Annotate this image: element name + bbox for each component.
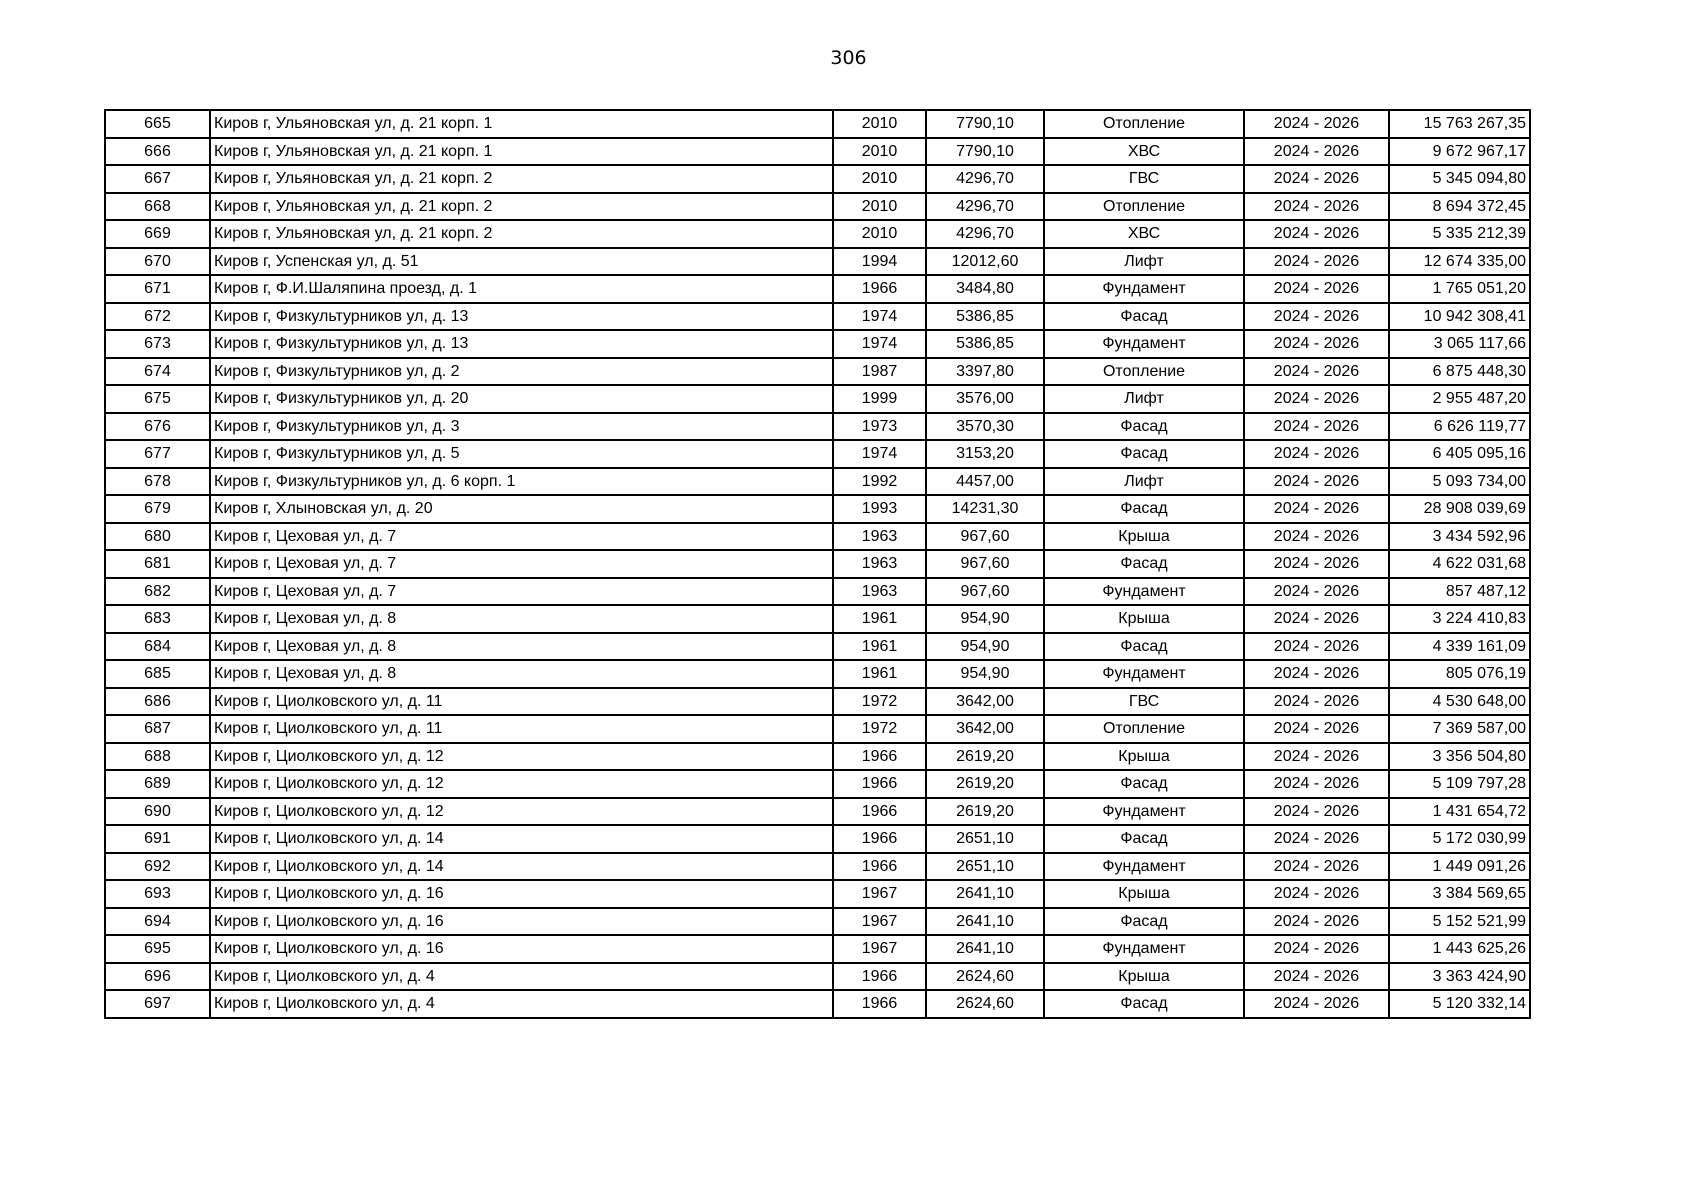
- row-number-cell: 678: [105, 468, 210, 496]
- build-year-cell: 1966: [833, 743, 926, 771]
- cost-cell: 6 875 448,30: [1389, 358, 1530, 386]
- table-row: [105, 220, 1530, 248]
- work-type-cell: Фундамент: [1044, 798, 1244, 826]
- work-type-cell: Отопление: [1044, 715, 1244, 743]
- area-cell: 2624,60: [926, 963, 1044, 991]
- row-number-cell: 677: [105, 440, 210, 468]
- work-type-cell: Фундамент: [1044, 853, 1244, 881]
- table-row: [105, 660, 1530, 688]
- area-cell: 14231,30: [926, 495, 1044, 523]
- table-row: [105, 990, 1530, 1018]
- table-row: [105, 908, 1530, 936]
- cost-cell: 4 530 648,00: [1389, 688, 1530, 716]
- row-number-cell: 695: [105, 935, 210, 963]
- area-cell: 5386,85: [926, 330, 1044, 358]
- area-cell: 2619,20: [926, 798, 1044, 826]
- address-cell: Киров г, Физкультурников ул, д. 5: [210, 440, 833, 468]
- period-cell: 2024 - 2026: [1244, 825, 1389, 853]
- row-number-cell: 680: [105, 523, 210, 551]
- address-cell: Киров г, Цеховая ул, д. 7: [210, 523, 833, 551]
- address-cell: Киров г, Циолковского ул, д. 4: [210, 990, 833, 1018]
- area-cell: 2619,20: [926, 770, 1044, 798]
- address-cell: Киров г, Циолковского ул, д. 14: [210, 853, 833, 881]
- row-number-cell: 686: [105, 688, 210, 716]
- build-year-cell: 1974: [833, 303, 926, 331]
- work-type-cell: Крыша: [1044, 523, 1244, 551]
- row-number-cell: 687: [105, 715, 210, 743]
- build-year-cell: 2010: [833, 138, 926, 166]
- address-cell: Киров г, Цеховая ул, д. 8: [210, 660, 833, 688]
- work-type-cell: Фасад: [1044, 825, 1244, 853]
- area-cell: 12012,60: [926, 248, 1044, 276]
- cost-cell: 9 672 967,17: [1389, 138, 1530, 166]
- period-cell: 2024 - 2026: [1244, 468, 1389, 496]
- cost-cell: 5 109 797,28: [1389, 770, 1530, 798]
- area-cell: 5386,85: [926, 303, 1044, 331]
- cost-cell: 805 076,19: [1389, 660, 1530, 688]
- row-number-cell: 693: [105, 880, 210, 908]
- period-cell: 2024 - 2026: [1244, 715, 1389, 743]
- address-cell: Киров г, Физкультурников ул, д. 3: [210, 413, 833, 441]
- cost-cell: 12 674 335,00: [1389, 248, 1530, 276]
- row-number-cell: 696: [105, 963, 210, 991]
- period-cell: 2024 - 2026: [1244, 248, 1389, 276]
- row-number-cell: 667: [105, 165, 210, 193]
- table-row: [105, 743, 1530, 771]
- period-cell: 2024 - 2026: [1244, 523, 1389, 551]
- area-cell: 954,90: [926, 633, 1044, 661]
- area-cell: 2641,10: [926, 880, 1044, 908]
- area-cell: 2619,20: [926, 743, 1044, 771]
- work-type-cell: ГВС: [1044, 688, 1244, 716]
- period-cell: 2024 - 2026: [1244, 990, 1389, 1018]
- period-cell: 2024 - 2026: [1244, 550, 1389, 578]
- cost-cell: 3 384 569,65: [1389, 880, 1530, 908]
- work-type-cell: Фасад: [1044, 303, 1244, 331]
- table-row: [105, 798, 1530, 826]
- row-number-cell: 694: [105, 908, 210, 936]
- address-cell: Киров г, Циолковского ул, д. 12: [210, 743, 833, 771]
- build-year-cell: 1966: [833, 770, 926, 798]
- cost-cell: 5 093 734,00: [1389, 468, 1530, 496]
- row-number-cell: 665: [105, 110, 210, 138]
- area-cell: 3576,00: [926, 385, 1044, 413]
- row-number-cell: 673: [105, 330, 210, 358]
- build-year-cell: 1973: [833, 413, 926, 441]
- period-cell: 2024 - 2026: [1244, 330, 1389, 358]
- row-number-cell: 683: [105, 605, 210, 633]
- table-row: [105, 880, 1530, 908]
- build-year-cell: 1966: [833, 798, 926, 826]
- area-cell: 967,60: [926, 550, 1044, 578]
- row-number-cell: 692: [105, 853, 210, 881]
- row-number-cell: 669: [105, 220, 210, 248]
- row-number-cell: 679: [105, 495, 210, 523]
- table-row: [105, 385, 1530, 413]
- table-row: [105, 578, 1530, 606]
- build-year-cell: 1974: [833, 440, 926, 468]
- work-type-cell: Фундамент: [1044, 578, 1244, 606]
- table-row: [105, 303, 1530, 331]
- area-cell: 4296,70: [926, 193, 1044, 221]
- period-cell: 2024 - 2026: [1244, 138, 1389, 166]
- row-number-cell: 670: [105, 248, 210, 276]
- address-cell: Киров г, Физкультурников ул, д. 13: [210, 330, 833, 358]
- build-year-cell: 1967: [833, 908, 926, 936]
- period-cell: 2024 - 2026: [1244, 908, 1389, 936]
- address-cell: Киров г, Успенская ул, д. 51: [210, 248, 833, 276]
- cost-cell: 7 369 587,00: [1389, 715, 1530, 743]
- work-type-cell: Крыша: [1044, 743, 1244, 771]
- area-cell: 967,60: [926, 523, 1044, 551]
- row-number-cell: 688: [105, 743, 210, 771]
- cost-cell: 1 449 091,26: [1389, 853, 1530, 881]
- build-year-cell: 1967: [833, 880, 926, 908]
- work-type-cell: Фасад: [1044, 908, 1244, 936]
- build-year-cell: 1972: [833, 715, 926, 743]
- work-type-cell: Крыша: [1044, 605, 1244, 633]
- row-number-cell: 675: [105, 385, 210, 413]
- table-row: [105, 825, 1530, 853]
- address-cell: Киров г, Физкультурников ул, д. 2: [210, 358, 833, 386]
- period-cell: 2024 - 2026: [1244, 798, 1389, 826]
- build-year-cell: 2010: [833, 193, 926, 221]
- work-type-cell: Лифт: [1044, 468, 1244, 496]
- table-row: [105, 688, 1530, 716]
- cost-cell: 5 335 212,39: [1389, 220, 1530, 248]
- work-type-cell: Крыша: [1044, 880, 1244, 908]
- cost-cell: 1 431 654,72: [1389, 798, 1530, 826]
- address-cell: Киров г, Ульяновская ул, д. 21 корп. 1: [210, 110, 833, 138]
- period-cell: 2024 - 2026: [1244, 605, 1389, 633]
- work-type-cell: Отопление: [1044, 110, 1244, 138]
- row-number-cell: 668: [105, 193, 210, 221]
- area-cell: 4296,70: [926, 165, 1044, 193]
- work-type-cell: Фасад: [1044, 413, 1244, 441]
- area-cell: 2624,60: [926, 990, 1044, 1018]
- table-row: [105, 193, 1530, 221]
- build-year-cell: 2010: [833, 165, 926, 193]
- address-cell: Киров г, Цеховая ул, д. 7: [210, 550, 833, 578]
- cost-cell: 3 065 117,66: [1389, 330, 1530, 358]
- area-cell: 967,60: [926, 578, 1044, 606]
- work-type-cell: Фасад: [1044, 770, 1244, 798]
- address-cell: Киров г, Циолковского ул, д. 16: [210, 935, 833, 963]
- area-cell: 3642,00: [926, 688, 1044, 716]
- work-type-cell: Фасад: [1044, 550, 1244, 578]
- row-number-cell: 685: [105, 660, 210, 688]
- area-cell: 2641,10: [926, 908, 1044, 936]
- cost-cell: 5 120 332,14: [1389, 990, 1530, 1018]
- period-cell: 2024 - 2026: [1244, 578, 1389, 606]
- build-year-cell: 1972: [833, 688, 926, 716]
- cost-cell: 6 405 095,16: [1389, 440, 1530, 468]
- address-cell: Киров г, Ульяновская ул, д. 21 корп. 2: [210, 165, 833, 193]
- table-row: [105, 495, 1530, 523]
- cost-cell: 5 345 094,80: [1389, 165, 1530, 193]
- area-cell: 3642,00: [926, 715, 1044, 743]
- period-cell: 2024 - 2026: [1244, 440, 1389, 468]
- table-row: [105, 330, 1530, 358]
- work-type-cell: Фасад: [1044, 440, 1244, 468]
- period-cell: 2024 - 2026: [1244, 413, 1389, 441]
- cost-cell: 10 942 308,41: [1389, 303, 1530, 331]
- build-year-cell: 1967: [833, 935, 926, 963]
- cost-cell: 6 626 119,77: [1389, 413, 1530, 441]
- cost-cell: 3 224 410,83: [1389, 605, 1530, 633]
- work-type-cell: Фасад: [1044, 990, 1244, 1018]
- address-cell: Киров г, Ульяновская ул, д. 21 корп. 1: [210, 138, 833, 166]
- table-row: [105, 165, 1530, 193]
- work-type-cell: Фундамент: [1044, 330, 1244, 358]
- build-year-cell: 1961: [833, 605, 926, 633]
- work-type-cell: Лифт: [1044, 385, 1244, 413]
- build-year-cell: 2010: [833, 110, 926, 138]
- build-year-cell: 2010: [833, 220, 926, 248]
- table-row: [105, 633, 1530, 661]
- page-number: 306: [830, 47, 867, 69]
- cost-cell: 4 622 031,68: [1389, 550, 1530, 578]
- work-type-cell: Отопление: [1044, 358, 1244, 386]
- table-row: [105, 440, 1530, 468]
- address-cell: Киров г, Циолковского ул, д. 4: [210, 963, 833, 991]
- table-row: [105, 715, 1530, 743]
- period-cell: 2024 - 2026: [1244, 963, 1389, 991]
- address-cell: Киров г, Цеховая ул, д. 8: [210, 633, 833, 661]
- area-cell: 2651,10: [926, 825, 1044, 853]
- row-number-cell: 689: [105, 770, 210, 798]
- row-number-cell: 671: [105, 275, 210, 303]
- cost-cell: 3 356 504,80: [1389, 743, 1530, 771]
- build-year-cell: 1999: [833, 385, 926, 413]
- cost-cell: 28 908 039,69: [1389, 495, 1530, 523]
- table-row: [105, 248, 1530, 276]
- period-cell: 2024 - 2026: [1244, 660, 1389, 688]
- address-cell: Киров г, Хлыновская ул, д. 20: [210, 495, 833, 523]
- table-row: [105, 468, 1530, 496]
- area-cell: 4296,70: [926, 220, 1044, 248]
- work-type-cell: Фасад: [1044, 495, 1244, 523]
- build-year-cell: 1966: [833, 825, 926, 853]
- address-cell: Киров г, Ульяновская ул, д. 21 корп. 2: [210, 220, 833, 248]
- period-cell: 2024 - 2026: [1244, 688, 1389, 716]
- period-cell: 2024 - 2026: [1244, 495, 1389, 523]
- table-row: [105, 853, 1530, 881]
- area-cell: 3484,80: [926, 275, 1044, 303]
- period-cell: 2024 - 2026: [1244, 165, 1389, 193]
- cost-cell: 2 955 487,20: [1389, 385, 1530, 413]
- build-year-cell: 1987: [833, 358, 926, 386]
- build-year-cell: 1966: [833, 963, 926, 991]
- cost-cell: 4 339 161,09: [1389, 633, 1530, 661]
- table-row: [105, 523, 1530, 551]
- row-number-cell: 684: [105, 633, 210, 661]
- build-year-cell: 1963: [833, 550, 926, 578]
- period-cell: 2024 - 2026: [1244, 743, 1389, 771]
- area-cell: 954,90: [926, 605, 1044, 633]
- work-type-cell: Фундамент: [1044, 935, 1244, 963]
- period-cell: 2024 - 2026: [1244, 110, 1389, 138]
- row-number-cell: 674: [105, 358, 210, 386]
- area-cell: 7790,10: [926, 110, 1044, 138]
- table-row: [105, 935, 1530, 963]
- row-number-cell: 691: [105, 825, 210, 853]
- row-number-cell: 690: [105, 798, 210, 826]
- period-cell: 2024 - 2026: [1244, 853, 1389, 881]
- address-cell: Киров г, Физкультурников ул, д. 6 корп. 1: [210, 468, 833, 496]
- work-type-cell: Фундамент: [1044, 660, 1244, 688]
- area-cell: 3153,20: [926, 440, 1044, 468]
- build-year-cell: 1993: [833, 495, 926, 523]
- period-cell: 2024 - 2026: [1244, 358, 1389, 386]
- area-cell: 2651,10: [926, 853, 1044, 881]
- build-year-cell: 1966: [833, 853, 926, 881]
- cost-cell: 3 363 424,90: [1389, 963, 1530, 991]
- cost-cell: 1 765 051,20: [1389, 275, 1530, 303]
- period-cell: 2024 - 2026: [1244, 303, 1389, 331]
- work-type-cell: ХВС: [1044, 138, 1244, 166]
- address-cell: Киров г, Ф.И.Шаляпина проезд, д. 1: [210, 275, 833, 303]
- cost-cell: 5 172 030,99: [1389, 825, 1530, 853]
- row-number-cell: 676: [105, 413, 210, 441]
- table-row: [105, 358, 1530, 386]
- area-cell: 954,90: [926, 660, 1044, 688]
- address-cell: Киров г, Физкультурников ул, д. 20: [210, 385, 833, 413]
- period-cell: 2024 - 2026: [1244, 220, 1389, 248]
- cost-cell: 857 487,12: [1389, 578, 1530, 606]
- area-cell: 3570,30: [926, 413, 1044, 441]
- row-number-cell: 672: [105, 303, 210, 331]
- table-row: [105, 275, 1530, 303]
- address-cell: Киров г, Циолковского ул, д. 11: [210, 688, 833, 716]
- period-cell: 2024 - 2026: [1244, 275, 1389, 303]
- work-type-cell: Крыша: [1044, 963, 1244, 991]
- area-cell: 4457,00: [926, 468, 1044, 496]
- address-cell: Киров г, Циолковского ул, д. 16: [210, 908, 833, 936]
- period-cell: 2024 - 2026: [1244, 935, 1389, 963]
- build-year-cell: 1994: [833, 248, 926, 276]
- area-cell: 2641,10: [926, 935, 1044, 963]
- address-cell: Киров г, Ульяновская ул, д. 21 корп. 2: [210, 193, 833, 221]
- period-cell: 2024 - 2026: [1244, 193, 1389, 221]
- table-row: [105, 550, 1530, 578]
- period-cell: 2024 - 2026: [1244, 633, 1389, 661]
- period-cell: 2024 - 2026: [1244, 770, 1389, 798]
- cost-cell: 5 152 521,99: [1389, 908, 1530, 936]
- work-type-cell: ХВС: [1044, 220, 1244, 248]
- address-cell: Киров г, Цеховая ул, д. 8: [210, 605, 833, 633]
- cost-cell: 1 443 625,26: [1389, 935, 1530, 963]
- area-cell: 7790,10: [926, 138, 1044, 166]
- work-type-cell: ГВС: [1044, 165, 1244, 193]
- address-cell: Киров г, Циолковского ул, д. 14: [210, 825, 833, 853]
- address-cell: Киров г, Циолковского ул, д. 11: [210, 715, 833, 743]
- work-type-cell: Фасад: [1044, 633, 1244, 661]
- work-type-cell: Фундамент: [1044, 275, 1244, 303]
- cost-cell: 15 763 267,35: [1389, 110, 1530, 138]
- cost-cell: 8 694 372,45: [1389, 193, 1530, 221]
- table-row: [105, 110, 1530, 138]
- cost-cell: 3 434 592,96: [1389, 523, 1530, 551]
- build-year-cell: 1961: [833, 633, 926, 661]
- work-type-cell: Лифт: [1044, 248, 1244, 276]
- work-type-cell: Отопление: [1044, 193, 1244, 221]
- table-row: [105, 605, 1530, 633]
- table-row: [105, 963, 1530, 991]
- build-year-cell: 1961: [833, 660, 926, 688]
- period-cell: 2024 - 2026: [1244, 385, 1389, 413]
- table-row: [105, 413, 1530, 441]
- period-cell: 2024 - 2026: [1244, 880, 1389, 908]
- build-year-cell: 1966: [833, 275, 926, 303]
- repair-register-table: [104, 109, 1531, 1019]
- build-year-cell: 1963: [833, 578, 926, 606]
- table-row: [105, 770, 1530, 798]
- row-number-cell: 682: [105, 578, 210, 606]
- address-cell: Киров г, Цеховая ул, д. 7: [210, 578, 833, 606]
- build-year-cell: 1974: [833, 330, 926, 358]
- address-cell: Киров г, Физкультурников ул, д. 13: [210, 303, 833, 331]
- address-cell: Киров г, Циолковского ул, д. 16: [210, 880, 833, 908]
- register-body: [105, 110, 1530, 1018]
- build-year-cell: 1966: [833, 990, 926, 1018]
- area-cell: 3397,80: [926, 358, 1044, 386]
- build-year-cell: 1963: [833, 523, 926, 551]
- row-number-cell: 681: [105, 550, 210, 578]
- row-number-cell: 697: [105, 990, 210, 1018]
- address-cell: Киров г, Циолковского ул, д. 12: [210, 798, 833, 826]
- address-cell: Киров г, Циолковского ул, д. 12: [210, 770, 833, 798]
- row-number-cell: 666: [105, 138, 210, 166]
- table-row: [105, 138, 1530, 166]
- build-year-cell: 1992: [833, 468, 926, 496]
